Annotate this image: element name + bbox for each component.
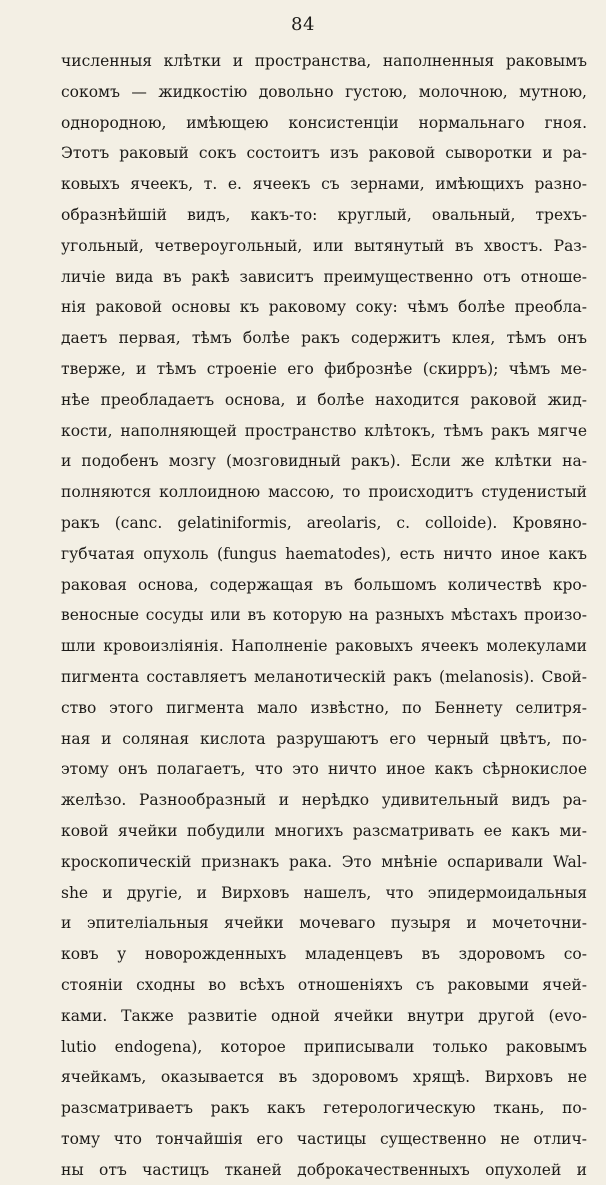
text-line: тому что тончайшія его частицы существенно не отлич- (61, 1129, 587, 1148)
text-line: ячейкамъ, оказывается въ здоровомъ хрящѣ. Вирховъ не (61, 1068, 587, 1087)
text-line: сокомъ — жидкостію довольно густою, молочною, мутною, (61, 82, 587, 101)
text-line: стояніи сходны во всѣхъ отношеніяхъ съ раковыми ячей- (61, 975, 587, 994)
text-line: ная и соляная кислота разрушаютъ его черный цвѣтъ, по- (61, 729, 587, 748)
text-line: ковъ у новорожденныхъ младенцевъ въ здоровомъ со- (61, 945, 587, 964)
text-line: кроскопическій признакъ рака. Это мнѣніе оспаривали Wal- (61, 852, 587, 871)
text-line: этому онъ полагаетъ, что это ничто иное какъ сѣрнокислое (61, 760, 587, 779)
text-line: ракъ (canc. gelatiniformis, areolaris, c. colloide). Кровяно- (61, 513, 587, 532)
text-line: she и другіе, и Вирховъ нашелъ, что эпидермоидальныя (61, 883, 587, 902)
text-line: и подобенъ мозгу (мозговидный ракъ). Если же клѣтки на- (61, 452, 587, 471)
text-line: полняются коллоидною массою, то происходитъ студенистый (61, 483, 587, 502)
text-line: Этотъ раковый сокъ состоитъ изъ раковой сыворотки и ра- (61, 144, 587, 163)
text-line: пигмента составляетъ меланотическій ракъ (melanosis). Свой- (61, 667, 587, 686)
text-line: и эпителіальныя ячейки мочеваго пузыря и мочеточни- (61, 914, 587, 933)
text-line: однородною, имѣющею консистенціи нормальнаго гноя. (61, 113, 587, 132)
text-line: угольный, четвероугольный, или вытянутый въ хвостъ. Раз- (61, 236, 587, 255)
text-line: личіе вида въ ракѣ зависитъ преимущественно отъ отноше- (61, 267, 587, 286)
text-line: шли кровоизліянія. Наполненіе раковыхъ ячеекъ молекулами (61, 637, 587, 656)
text-line: веносные сосуды или въ которую на разныхъ мѣстахъ произо- (61, 606, 587, 625)
text-line: численныя клѣтки и пространства, наполненныя раковымъ (61, 52, 587, 70)
text-line: нѣе преобладаетъ основа, и болѣе находится раковой жид- (61, 390, 587, 409)
text-line: даетъ первая, тѣмъ болѣе ракъ содержитъ клея, тѣмъ онъ (61, 329, 587, 348)
text-line: ковыхъ ячеекъ, т. е. ячеекъ съ зернами, имѣющихъ разно- (61, 175, 587, 194)
text-line: ство этого пигмента мало извѣстно, по Беннету селитря- (61, 698, 587, 717)
body-text (61, 46, 587, 1185)
text-line: кости, наполняющей пространство клѣтокъ, тѣмъ ракъ мягче (61, 421, 587, 440)
text-line: образнѣйшій видъ, какъ-то: круглый, овальный, трехъ- (61, 205, 587, 224)
text-line: тверже, и тѣмъ строеніе его фибрознѣе (скирръ); чѣмъ ме- (61, 359, 587, 378)
text-line: разсматриваетъ ракъ какъ гетерологическую ткань, по- (61, 1099, 587, 1118)
text-line: ковой ячейки побудили многихъ разсматривать ее какъ ми- (61, 821, 587, 840)
text-line: раковая основа, содержащая въ большомъ количествѣ кро- (61, 575, 587, 594)
text-line: нія раковой основы къ раковому соку: чѣмъ болѣе преобла- (61, 298, 587, 317)
text-line: ками. Также развитіе одной ячейки внутри другой (evo- (61, 1006, 587, 1025)
text-line: желѣзо. Разнообразный и нерѣдко удивительный видъ ра- (61, 791, 587, 810)
text-line: ны отъ частицъ тканей доброкачественныхъ опухолей и (61, 1160, 587, 1179)
text-line: губчатая опухоль (fungus haematodes), есть ничто иное какъ (61, 544, 587, 563)
text-line: lutio endogena), которое приписывали только раковымъ (61, 1037, 587, 1056)
page-number: 84 (291, 14, 315, 35)
